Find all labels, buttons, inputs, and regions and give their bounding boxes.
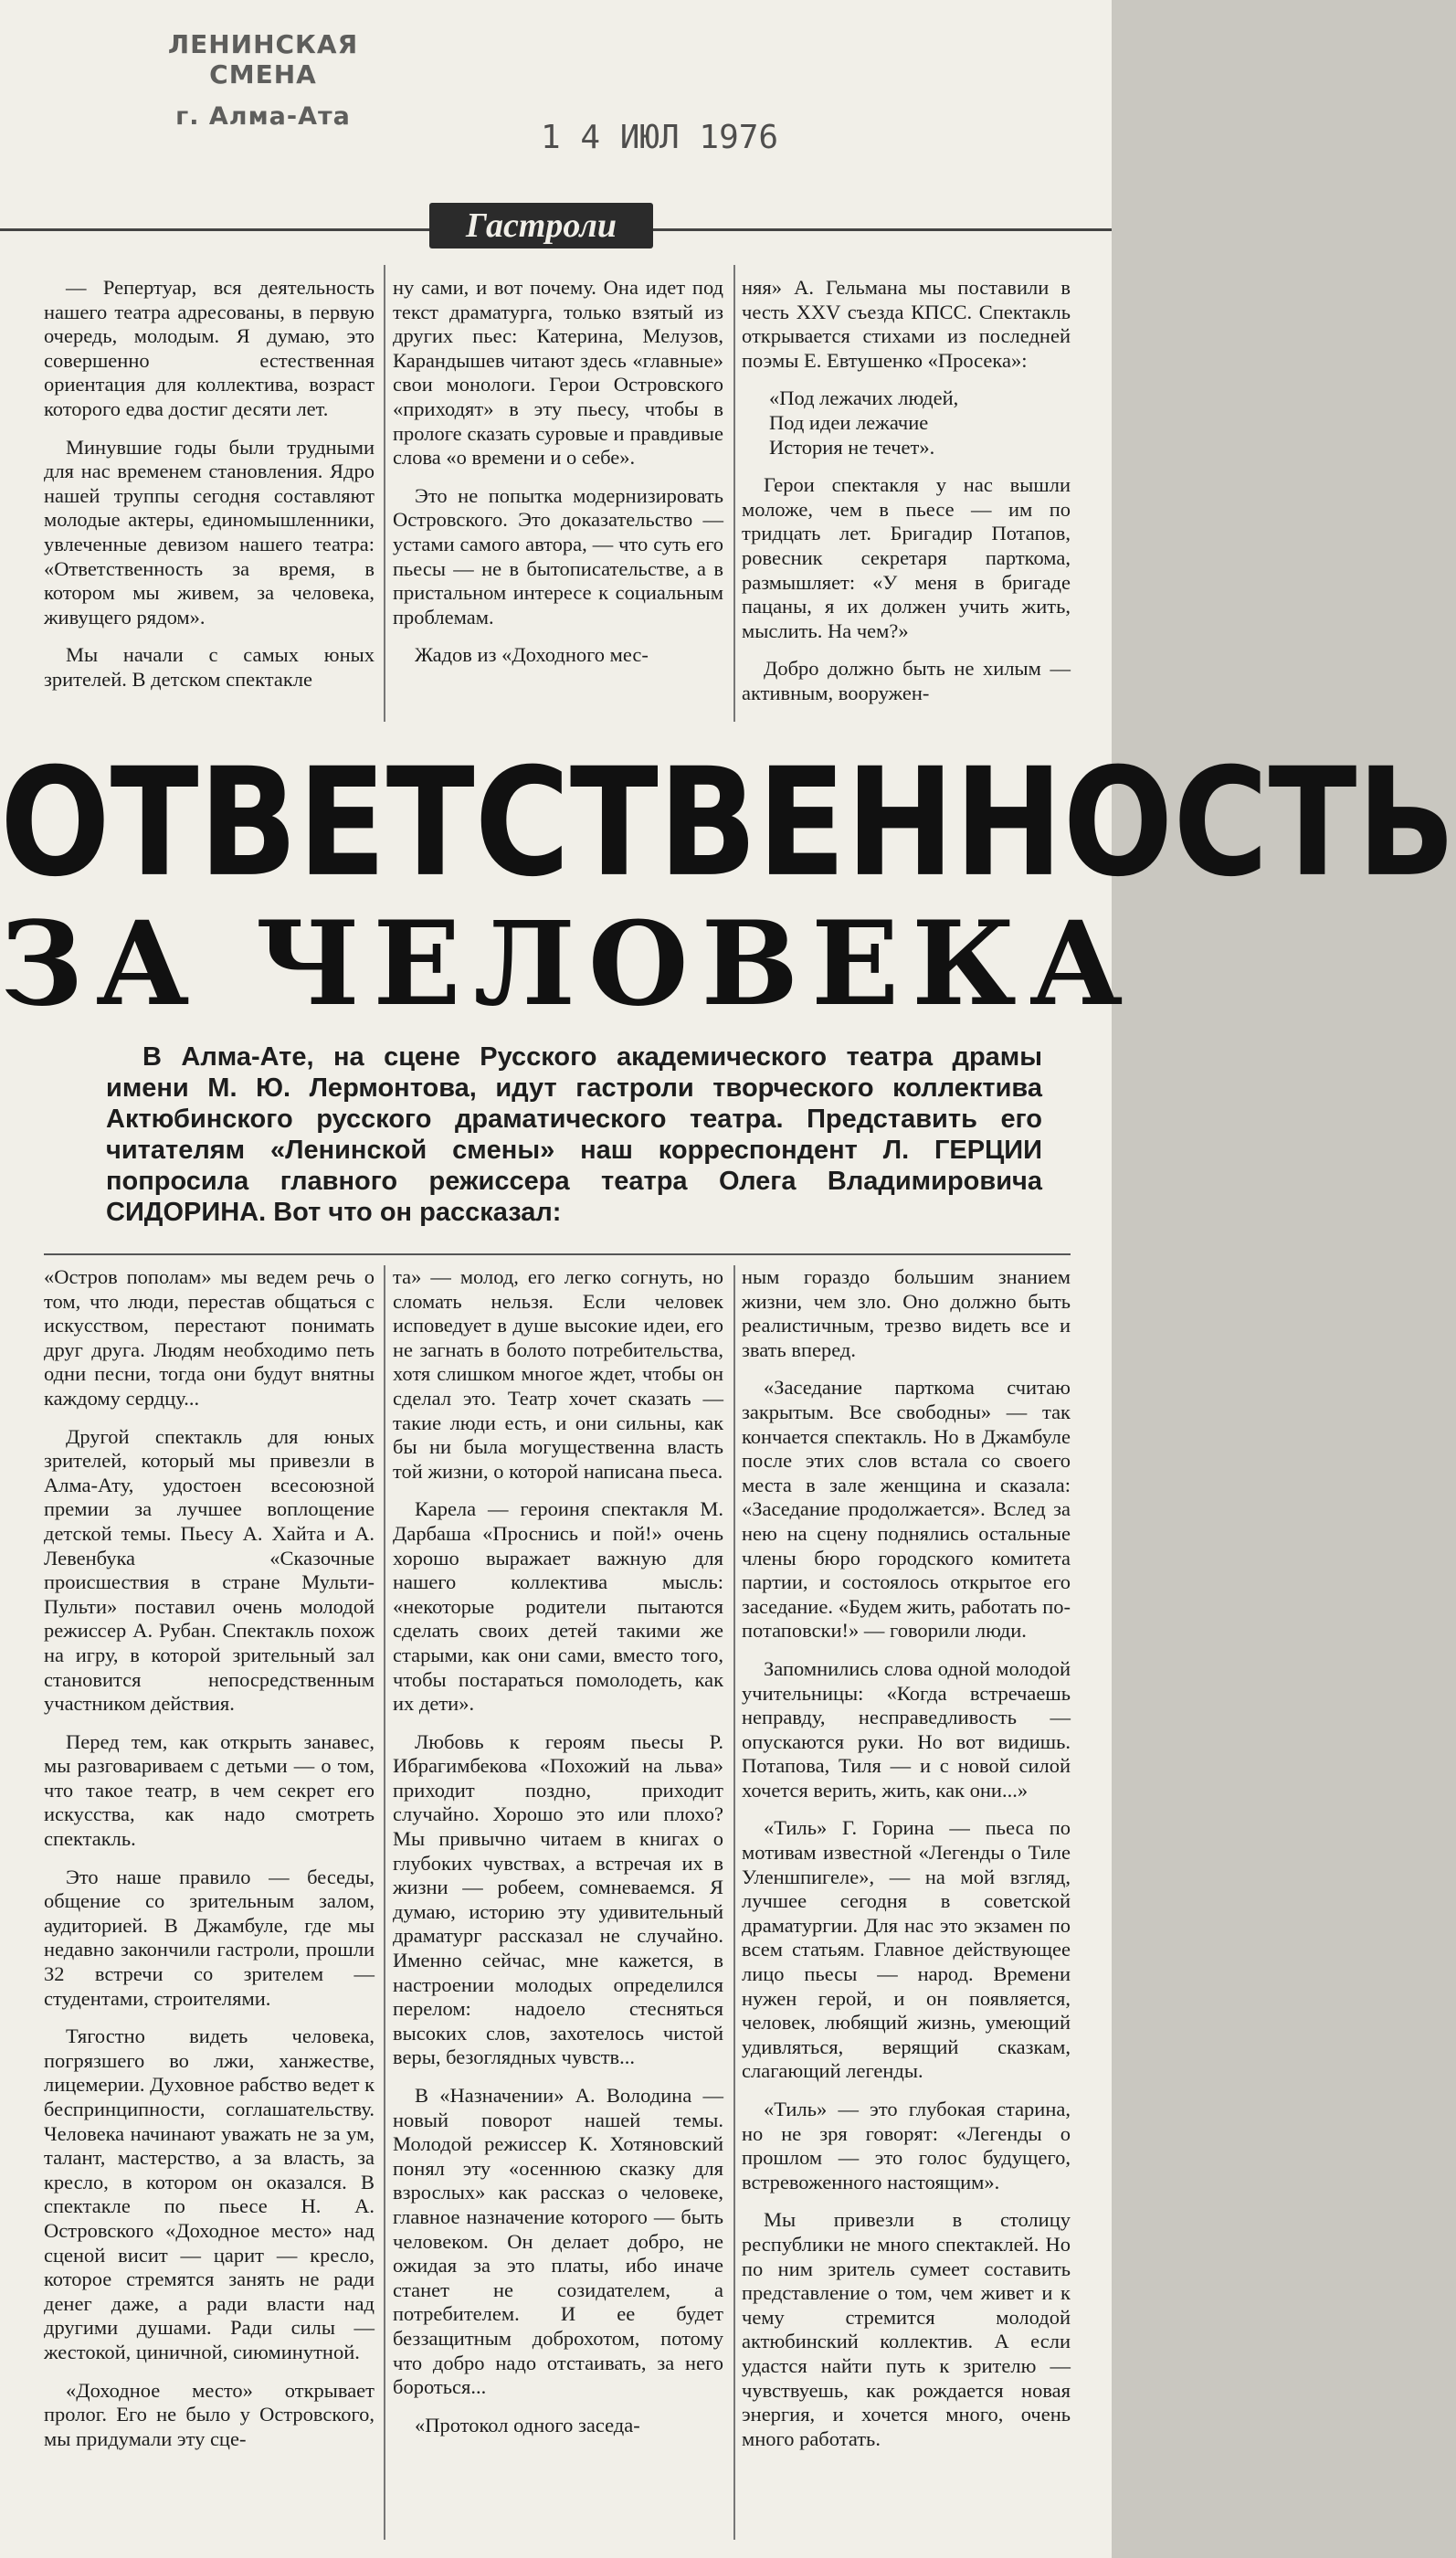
verse-line: Под идеи лежачие xyxy=(769,410,929,434)
paragraph: Любовь к героям пьесы Р. Ибрагимбекова «Похожий на льва» приходит поздно, приходит случайно. Хорошо это или плохо? Мы привычно читаем в книгах о глубоких чувствах, а встречая их в жизни — робеем, сомневаемся. Я думаю, историю эту удивительный драматург рассказал не случайно. Именно сейчас, мне кажется, в настроении молодых определился перелом: надоело стесняться высоких слов, захотелось чистой веры, безоглядных чувств... xyxy=(393,1729,723,2069)
headline-line-1: ОТВЕТСТВЕННОСТЬ xyxy=(0,736,1456,910)
paragraph: ну сами, и вот почему. Она идет под текст драматурга, только взятый из других пьес: Катерина, Мелузов, Карандышев читают здесь «главные» свои монологи. Герои Островского «приходят» в эту пьесу, чтобы в прологе сказать суровые и правдивые слова «о времени и о себе». xyxy=(393,276,723,470)
bottom-column-1 xyxy=(44,1265,375,2465)
section-rule xyxy=(44,1253,1071,1255)
column-divider xyxy=(733,1265,735,2540)
rubric-label: Гастроли xyxy=(429,203,653,248)
paragraph: Жадов из «Доходного мес- xyxy=(415,643,649,667)
paragraph: Это наше правило — беседы, общение со зрительным залом, аудиторией. В Джамбуле, где мы недавно закончили гастроли, прошли 32 встречи со зрителем — студентами, строителями. xyxy=(44,1865,375,2010)
paragraph: Карела — героиня спектакля М. Дарбаша «Проснись и пой!» очень хорошо выражает важную для нашего коллектива мысль: «некоторые родители пытаются сделать своих детей такими же старыми, как они сами, вместо того, чтобы постараться помолодеть, как их дети». xyxy=(393,1497,723,1716)
paragraph: няя» А. Гельмана мы поставили в честь XXV съезда КПСС. Спектакль открывается стихами из последней поэмы Е. Евтушенко «Просека»: xyxy=(742,276,1071,372)
paragraph: Мы начали с самых юных зрителей. В детском спектакле xyxy=(44,643,375,691)
column-divider xyxy=(384,265,385,722)
verse-line: История не течет». xyxy=(769,435,935,459)
top-column-1 xyxy=(44,276,375,706)
paragraph: Перед тем, как открыть занавес, мы разговариваем с детьми — о том, что такое театр, в чем секрет его искусства, как надо смотреть спектакль. xyxy=(44,1729,375,1851)
paragraph: ным гораздо большим знанием жизни, чем зло. Оно должно быть реалистичным, трезво видеть все и звать вперед. xyxy=(742,1265,1071,1361)
lead-paragraph xyxy=(106,1041,1042,1228)
date-stamp: 1 4 ИЮЛ 1976 xyxy=(541,119,779,156)
paragraph: Это не попытка модернизировать Островского. Это доказательство — устами самого автора, — что суть его пьесы — не в бытописательстве, а в пристальном интересе к социальным проблемам. xyxy=(393,483,723,629)
top-column-3 xyxy=(742,276,1071,720)
paragraph: «Тиль» Г. Горина — пьеса по мотивам известной «Легенды о Тиле Уленшпигеле», — на мой взгляд, лучшее сегодня в советской драматургии. Для нас это экзамен по всем статьям. Главное действующее лицо пьесы — народ. Времени нужен герой, и он появляется, человек, любящий жизнь, умеющий удивляться, верящий сказкам, слагающий легенды. xyxy=(742,1816,1071,2083)
newspaper-stamp xyxy=(117,29,409,131)
top-column-2 xyxy=(393,276,723,682)
paragraph: «Тиль» — это глубокая старина, но не зря говорят: «Легенды о прошлом — это голос будущего, встревоженного настоящим». xyxy=(742,2098,1071,2193)
paragraph: Добро должно быть не хилым — активным, вооружен- xyxy=(742,657,1071,704)
verse-line: «Под лежачих людей, xyxy=(769,386,959,410)
paragraph: Минувшие годы были трудными для нас временем становления. Ядро нашей труппы сегодня составляют молодые актеры, единомышленники, увлеченные девизом нашего театра: «Ответственность за время, в котором мы живем, за человека, живущего рядом». xyxy=(44,435,375,629)
lead-text: В Алма-Ате, на сцене Русского академического театра драмы имени М. Ю. Лермонтова, идут гастроли творческого коллектива Актюбинского русского драматического театра. Представить его читателям «Ленинской смены» наш корреспондент Л. ГЕРЦИИ попросила главного режиссера театра Олега Владимировича СИДОРИНА. Вот что он рассказал: xyxy=(106,1042,1042,1227)
paragraph: «Заседание парткома считаю закрытым. Все свободны» — так кончается спектакль. Но в Джамбуле после этих слов встала со своего места в зале женщина и сказала: «Заседание продолжается». Вслед за нею на сцену поднялись остальные члены бюро городского комитета партии, и состоялось открытое его заседание. «Будем жить, работать по-потаповски!» — говорили люди. xyxy=(742,1376,1071,1643)
paragraph: Другой спектакль для юных зрителей, который мы привезли в Алма-Ату, удостоен всесоюзной премии за лучшее воплощение детской темы. Пьесу А. Хайта и А. Левенбука «Сказочные происшествия в стране Мульти-Пульти» поставил очень молодой режиссер А. Рубан. Спектакль похож на игру, в которой зрительный зал становится непосредственным участником действия. xyxy=(44,1424,375,1716)
paragraph: та» — молод, его легко согнуть, но сломать нельзя. Если человек исповедует в душе высокие идеи, его не загнать в болото потребительства, хотя слишком многое ждет, чтобы он сделал это. Театр хочет сказать — такие люди есть, и они сильны, как бы ни была могущественна власть той жизни, о которой написана пьеса. xyxy=(393,1265,723,1483)
paragraph: Мы привезли в столицу республики не много спектаклей. Но по ним зритель сумеет составить представление о том, чем живет и к чему стремится молодой актюбинский коллектив. А если удастся найти путь к зрителю — чувствуешь, как рождается новая энергия, и хочется много, очень много работать. xyxy=(742,2208,1071,2450)
paragraph: Тягостно видеть человека, погрязшего во лжи, ханжестве, лицемерии. Духовное рабство ведет к беспринципности, соглашательству. Человека начинают уважать не за ум, талант, мастерство, а за власть, за кресло, в котором он оказался. В спектакле по пьесе Н. А. Островского «Доходное место» над сценой висит — царит — кресло, которое стремятся занять не ради денег даже, а ради власти над другими душами. Ради силы — жестокой, циничной, сиюминутной. xyxy=(44,2024,375,2363)
bottom-column-2 xyxy=(393,1265,723,2451)
column-divider xyxy=(384,1265,385,2540)
city-name: г. Алма-Ата xyxy=(175,102,351,131)
paragraph: «Остров пополам» мы ведем речь о том, что люди, перестав общаться с искусством, перестают понимать друг друга. Людям необходимо петь одни песни, тогда они будут внятны каждому сердцу... xyxy=(44,1265,375,1410)
paragraph: «Доходное место» открывает пролог. Его не было у Островского, мы придумали эту сце- xyxy=(44,2378,375,2450)
paper-name: ЛЕНИНСКАЯ СМЕНА xyxy=(167,29,359,90)
paragraph: «Протокол одного заседа- xyxy=(415,2413,640,2436)
paragraph: — Репертуар, вся деятельность нашего театра адресованы, в первую очередь, молодым. Я думаю, это совершенно естественная ориентация для коллектива, возраст которого едва достиг десяти лет. xyxy=(44,276,375,420)
paragraph: Герои спектакля у нас вышли моложе, чем в пьесе — им по тридцать лет. Бригадир Потапов, ровесник секретаря парткома, размышляет: «У меня в бригаде пацаны, я их должен учить жить, мыслить. На чем?» xyxy=(742,473,1071,642)
headline-line-2: ЗА ЧЕЛОВЕКА xyxy=(0,896,1136,1031)
bottom-column-3 xyxy=(742,1265,1071,2465)
paragraph: Запомнились слова одной молодой учительницы: «Когда встречаешь неправду, несправедливость — опускаются руки. Но вот видишь. Потапова, Тиля — и с новой силой хочется верить, жить, как они...» xyxy=(742,1656,1071,1802)
column-divider xyxy=(733,265,735,722)
paragraph: В «Назначении» А. Володина — новый поворот нашей темы. Молодой режиссер К. Хотяновский понял эту «осеннюю сказку для взрослых» как рассказ о человеке, главное назначение которого — быть человеком. Он делает добро, не ожидая за это платы, ибо иначе станет не созидателем, а потребителем. И ее будет беззащитным доброхотом, потому что добро надо отстаивать, за него бороться... xyxy=(393,2084,723,2399)
